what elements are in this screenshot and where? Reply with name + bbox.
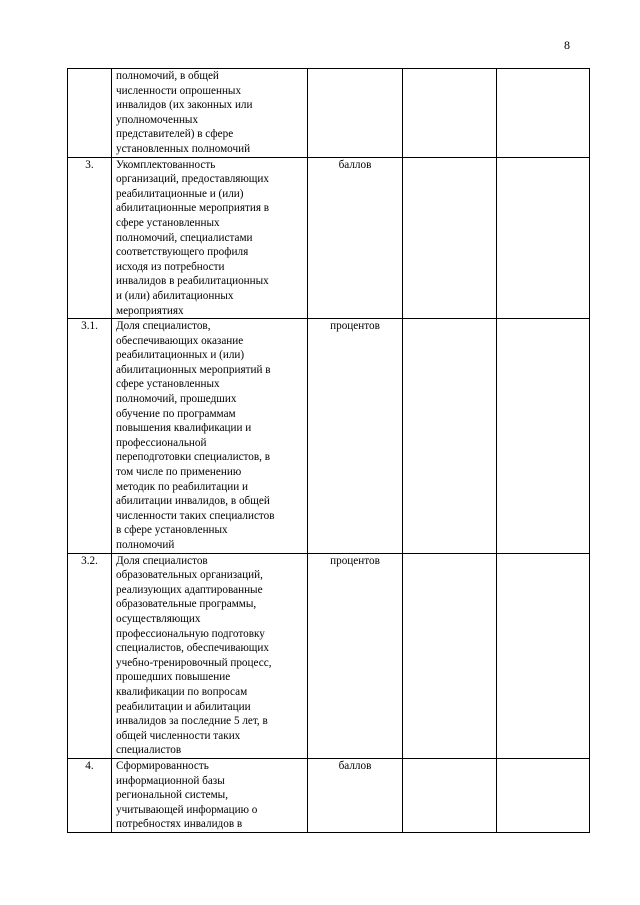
table-row <box>68 69 590 158</box>
indicator-name-line: Сформированность <box>116 759 209 772</box>
indicator-name-line: повышения квалификации и <box>116 422 252 435</box>
value-cell-1 <box>403 553 497 758</box>
table-row <box>68 758 590 832</box>
table-row <box>68 157 590 319</box>
row-number-cell: 4. <box>68 758 112 832</box>
indicator-name-line: численности опрошенных <box>116 84 242 97</box>
indicator-name-line: полномочий, специалистами <box>116 231 253 244</box>
indicator-name-line: образовательных организаций, <box>116 569 263 582</box>
value-cell-2 <box>497 553 590 758</box>
table-body <box>68 69 590 833</box>
value-cell-2 <box>497 758 590 832</box>
indicator-name-line: общей численности таких <box>116 729 241 742</box>
unit-cell: баллов <box>308 758 403 832</box>
value-cell-1 <box>403 319 497 554</box>
indicator-name-line: соответствующего профиля <box>116 246 249 259</box>
indicator-name-line: Доля специалистов <box>116 554 208 567</box>
row-number-cell: 3.1. <box>68 319 112 554</box>
indicator-name-line: мероприятиях <box>116 304 184 317</box>
indicator-name-cell <box>112 157 308 319</box>
indicator-name-line: методик по реабилитации и <box>116 480 248 493</box>
indicator-name-line: установленных полномочий <box>116 142 251 155</box>
indicator-name-line: полномочий, в общей <box>116 70 219 82</box>
indicator-name-line: специалистов, обеспечивающих <box>116 642 269 655</box>
indicator-name-line: сфере установленных <box>116 216 220 229</box>
value-cell-1 <box>403 69 497 158</box>
unit-cell: процентов <box>308 553 403 758</box>
indicator-name-line: полномочий, прошедших <box>116 393 237 406</box>
unit-cell: процентов <box>308 319 403 554</box>
indicator-name-line: обучение по программам <box>116 407 236 420</box>
indicator-name-line: инвалидов (их законных или <box>116 99 253 112</box>
indicator-name-line: абилитационных мероприятий в <box>116 363 271 376</box>
indicator-name-line: инвалидов за последние 5 лет, в <box>116 715 268 728</box>
indicator-name-cell <box>112 758 308 832</box>
indicator-name-line: реабилитации и абилитации <box>116 700 251 713</box>
indicator-name-line: прошедших повышение <box>116 671 231 684</box>
row-number-cell: 3.2. <box>68 553 112 758</box>
table-row <box>68 319 590 554</box>
indicator-name-line: региональной системы, <box>116 789 228 802</box>
indicator-name-line: представителей) в сфере <box>116 128 234 141</box>
indicator-name-line: обеспечивающих оказание <box>116 334 244 347</box>
indicator-name-line: численности таких специалистов <box>116 509 275 522</box>
value-cell-2 <box>497 157 590 319</box>
value-cell-2 <box>497 319 590 554</box>
indicator-name-line: учитывающей информацию о <box>116 803 258 816</box>
indicator-name-line: уполномоченных <box>116 113 199 126</box>
indicator-name-line: исходя из потребности <box>116 260 225 273</box>
indicator-name-line: Доля специалистов, <box>116 320 211 333</box>
indicator-name-line: профессиональной <box>116 436 207 449</box>
value-cell-2 <box>497 69 590 158</box>
indicator-name-line: полномочий <box>116 539 175 551</box>
indicator-name-line: реабилитационные и (или) <box>116 187 244 200</box>
indicator-name-cell <box>112 319 308 554</box>
page-number: 8 <box>564 38 570 52</box>
indicator-name-line: сфере установленных <box>116 378 220 391</box>
indicator-name-line: и (или) абилитационных <box>116 289 234 302</box>
indicator-name-line: учебно-тренировочный процесс, <box>116 656 272 669</box>
indicator-name-line: информационной базы <box>116 774 225 787</box>
indicator-name-line: образовательные программы, <box>116 598 257 611</box>
indicator-name-line: инвалидов в реабилитационных <box>116 275 269 288</box>
value-cell-1 <box>403 758 497 832</box>
unit-cell <box>308 69 403 158</box>
indicator-name-line: потребностях инвалидов в <box>116 818 243 831</box>
indicator-name-line: реабилитационных и (или) <box>116 349 245 362</box>
indicator-name-cell <box>112 553 308 758</box>
indicator-name-line: абилитационные мероприятия в <box>116 202 270 215</box>
indicator-name-line: Укомплектованность <box>116 158 216 171</box>
indicator-name-line: переподготовки специалистов, в <box>116 451 271 464</box>
indicator-name-line: абилитации инвалидов, в общей <box>116 495 270 508</box>
table-row <box>68 553 590 758</box>
value-cell-1 <box>403 157 497 319</box>
row-number-cell <box>68 69 112 158</box>
indicator-name-cell <box>112 69 308 158</box>
indicator-name-line: том числе по применению <box>116 466 242 479</box>
indicator-name-line: организаций, предоставляющих <box>116 173 269 186</box>
indicator-name-line: в сфере установленных <box>116 524 228 537</box>
indicator-name-line: квалификации по вопросам <box>116 685 248 698</box>
indicator-name-line: осуществляющих <box>116 612 201 625</box>
indicator-name-line: реализующих адаптированные <box>116 583 263 596</box>
indicator-name-line: профессиональную подготовку <box>116 627 265 640</box>
row-number-cell: 3. <box>68 157 112 319</box>
unit-cell: баллов <box>308 157 403 319</box>
indicators-table <box>67 68 590 833</box>
indicator-name-line: специалистов <box>116 744 182 757</box>
